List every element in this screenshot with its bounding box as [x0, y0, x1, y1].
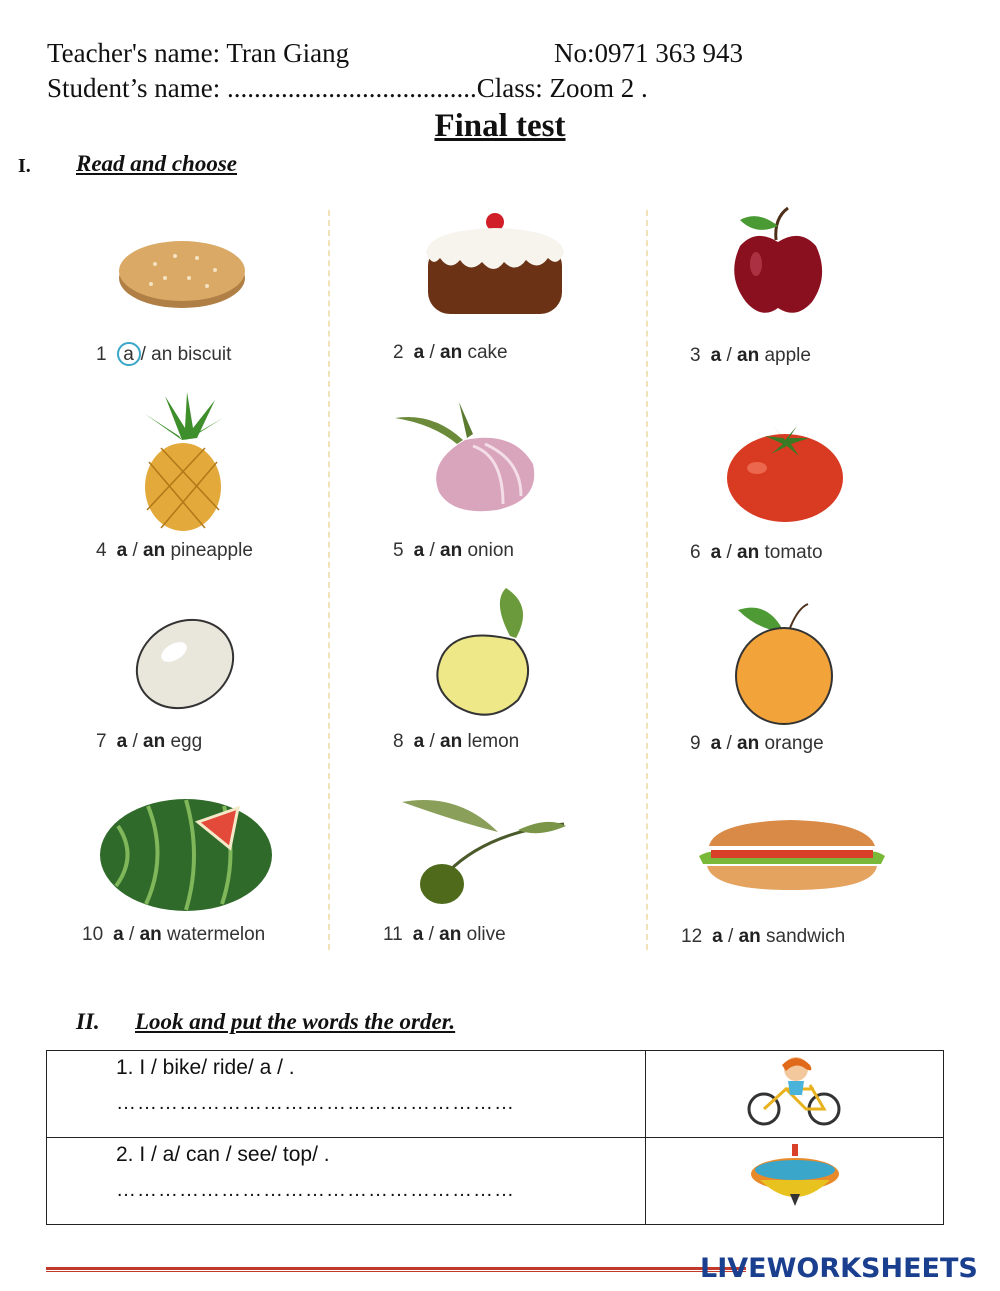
tomato-icon: [725, 424, 845, 524]
question-cell: [47, 1138, 646, 1225]
choice-a[interactable]: a: [710, 542, 722, 563]
page-title: Final test: [434, 108, 566, 144]
picture-cell: [646, 1138, 944, 1225]
choice-a[interactable]: a: [116, 540, 128, 561]
teacher-phone: No:0971 363 943: [554, 38, 743, 68]
item-9-caption: 9 a / an orange: [690, 733, 824, 754]
item-12-caption: 12 a / an sandwich: [681, 926, 846, 947]
liveworksheets-logo[interactable]: LIVEWORKSHEETS: [700, 1253, 978, 1284]
section-2-number: II.: [76, 1009, 100, 1034]
girl-riding-bike-icon: [744, 1055, 844, 1127]
apple-icon: [726, 206, 831, 321]
choice-an[interactable]: an: [139, 924, 162, 945]
choice-an[interactable]: an: [737, 345, 760, 366]
cake-icon: [420, 210, 570, 320]
choice-an[interactable]: an: [143, 731, 166, 752]
item-1-caption: 1 a / an biscuit: [96, 344, 232, 365]
choice-an[interactable]: an: [737, 733, 760, 754]
question-cell: [47, 1051, 646, 1138]
student-name-line: Student’s name: .....................................Class: Zoom 2 .: [47, 73, 648, 103]
sandwich-icon: [695, 816, 887, 896]
choice-an[interactable]: an: [737, 542, 760, 563]
section-1-number: I.: [18, 155, 31, 177]
choice-an[interactable]: an: [440, 731, 463, 752]
column-divider: [328, 210, 330, 950]
word-order-table: [46, 1050, 944, 1225]
choice-a-selected[interactable]: a: [117, 342, 141, 366]
item-4-caption: 4 a / an pineapple: [96, 540, 253, 561]
answer-1-line[interactable]: …………………………………………………: [116, 1092, 515, 1114]
choice-a[interactable]: a: [413, 540, 425, 561]
section-1-title: Read and choose: [76, 151, 237, 176]
table-row: [47, 1138, 944, 1225]
choice-a[interactable]: a: [413, 342, 425, 363]
olive-icon: [398, 792, 568, 910]
item-8-caption: 8 a / an lemon: [393, 731, 520, 752]
choice-an[interactable]: an: [440, 540, 463, 561]
pineapple-icon: [135, 392, 230, 532]
choice-a[interactable]: a: [116, 731, 128, 752]
egg-icon: [130, 612, 240, 717]
teacher-name: Teacher's name: Tran Giang: [47, 38, 350, 68]
biscuit-icon: [115, 226, 250, 316]
watermelon-icon: [98, 796, 274, 914]
choice-a[interactable]: a: [412, 924, 424, 945]
item-10-caption: 10 a / an watermelon: [82, 924, 266, 945]
choice-a[interactable]: a: [710, 345, 722, 366]
choice-an[interactable]: an: [440, 342, 463, 363]
onion-icon: [393, 400, 543, 515]
table-row: [47, 1051, 944, 1138]
item-5-caption: 5 a / an onion: [393, 540, 514, 561]
choice-a[interactable]: a: [710, 733, 722, 754]
item-3-caption: 3 a / an apple: [690, 345, 811, 366]
choice-an[interactable]: an: [143, 540, 166, 561]
choice-a[interactable]: a: [113, 924, 124, 945]
item-6-caption: 6 a / an tomato: [690, 542, 823, 563]
column-divider: [646, 210, 648, 950]
choice-a[interactable]: a: [712, 926, 723, 947]
choice-an[interactable]: an: [151, 344, 173, 365]
choice-an[interactable]: an: [439, 924, 462, 945]
section-2-title: Look and put the words the order.: [135, 1009, 456, 1034]
question-2-text: 2. I / a/ can / see/ top/ .: [116, 1143, 330, 1166]
answer-2-line[interactable]: …………………………………………………: [116, 1179, 515, 1201]
choice-an[interactable]: an: [738, 926, 761, 947]
item-7-caption: 7 a / an egg: [96, 731, 203, 752]
item-2-caption: 2 a / an cake: [393, 342, 508, 363]
orange-icon: [728, 600, 843, 725]
item-11-caption: 11 a / an olive: [383, 924, 506, 945]
question-1-text: 1. I / bike/ ride/ a / .: [116, 1056, 295, 1079]
lemon-icon: [428, 586, 543, 721]
picture-cell: [646, 1051, 944, 1138]
footer-rule: [46, 1271, 746, 1272]
choice-a[interactable]: a: [413, 731, 425, 752]
footer-rule: [46, 1267, 746, 1270]
spinning-top-icon: [750, 1144, 840, 1208]
